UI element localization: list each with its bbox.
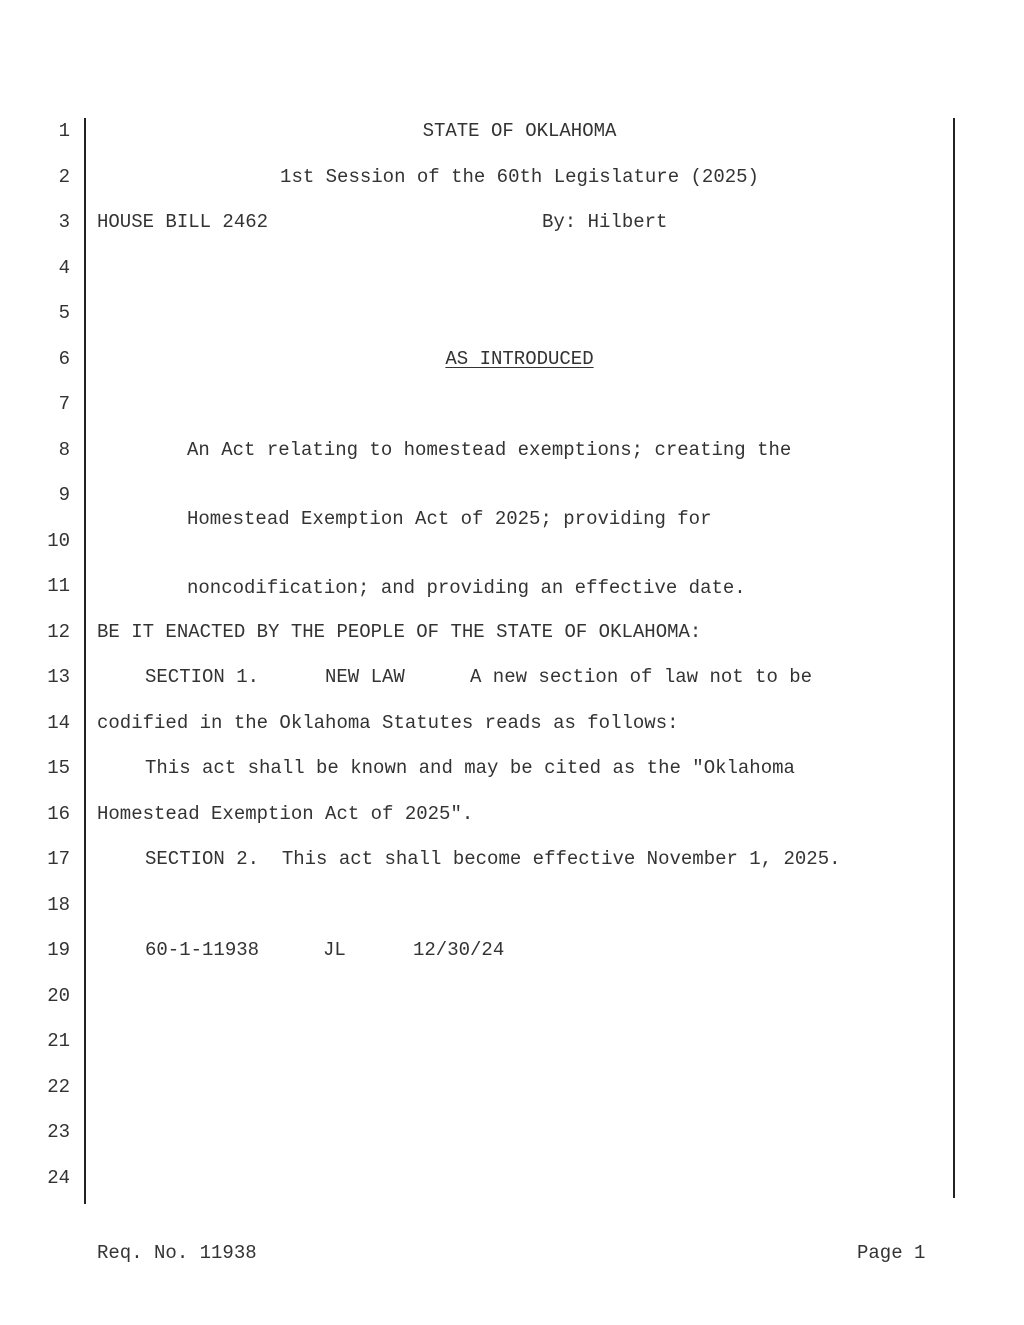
line-number: 17 <box>47 848 70 870</box>
line-number: 24 <box>47 1167 70 1189</box>
line-number: 3 <box>58 211 70 233</box>
abstract-line: Homestead Exemption Act of 2025; providing for <box>187 508 712 530</box>
abstract-line: An Act relating to homestead exemptions; creating the <box>187 439 792 461</box>
request-number: Req. No. 11938 <box>97 1242 257 1264</box>
line-number: 4 <box>58 257 70 279</box>
line-number: 22 <box>47 1076 70 1098</box>
section1-type: NEW LAW <box>325 666 405 688</box>
section1-text: This act shall be known and may be cited as the "Oklahoma <box>145 757 795 779</box>
left-margin-rule <box>84 118 86 1204</box>
line-number: 9 <box>58 484 70 506</box>
line-number: 10 <box>47 530 70 552</box>
line-number: 15 <box>47 757 70 779</box>
abstract-line: noncodification; and providing an effective date. <box>187 577 746 599</box>
page-number: Page 1 <box>857 1242 926 1264</box>
drafting-code: 60-1-11938 <box>145 939 260 961</box>
line-number: 16 <box>47 803 70 825</box>
right-margin-rule <box>953 118 955 1198</box>
line-number: 21 <box>47 1030 70 1052</box>
line-number: 20 <box>47 985 70 1007</box>
status-heading <box>86 348 953 370</box>
enacting-clause: BE IT ENACTED BY THE PEOPLE OF THE STATE OF OKLAHOMA: <box>97 621 702 643</box>
draft-date: 12/30/24 <box>413 939 505 961</box>
line-number: 7 <box>58 393 70 415</box>
session-heading: 1st Session of the 60th Legislature (2025) <box>280 166 759 188</box>
status-text: AS INTRODUCED <box>445 348 594 370</box>
bill-number: HOUSE BILL 2462 <box>97 211 269 233</box>
line-number: 1 <box>58 120 70 142</box>
section1-intro-cont: codified in the Oklahoma Statutes reads as follows: <box>97 712 679 734</box>
line-number: 13 <box>47 666 70 688</box>
line-number: 2 <box>58 166 70 188</box>
bill-author: By: Hilbert <box>542 211 668 233</box>
line-number: 8 <box>58 439 70 461</box>
section2-text: SECTION 2. This act shall become effective November 1, 2025. <box>145 848 841 870</box>
drafter-initials: JL <box>323 939 346 961</box>
line-number: 6 <box>58 348 70 370</box>
line-number: 23 <box>47 1121 70 1143</box>
line-number: 5 <box>58 302 70 324</box>
line-number: 11 <box>47 575 70 597</box>
bill-abstract <box>187 393 887 646</box>
section1-text-cont: Homestead Exemption Act of 2025". <box>97 803 474 825</box>
state-heading: STATE OF OKLAHOMA <box>422 120 617 142</box>
line-number: 12 <box>47 621 70 643</box>
section1-label: SECTION 1. <box>145 666 260 688</box>
line-number: 14 <box>47 712 70 734</box>
section1-intro: A new section of law not to be <box>470 666 813 688</box>
line-number: 19 <box>47 939 70 961</box>
line-number: 18 <box>47 894 70 916</box>
